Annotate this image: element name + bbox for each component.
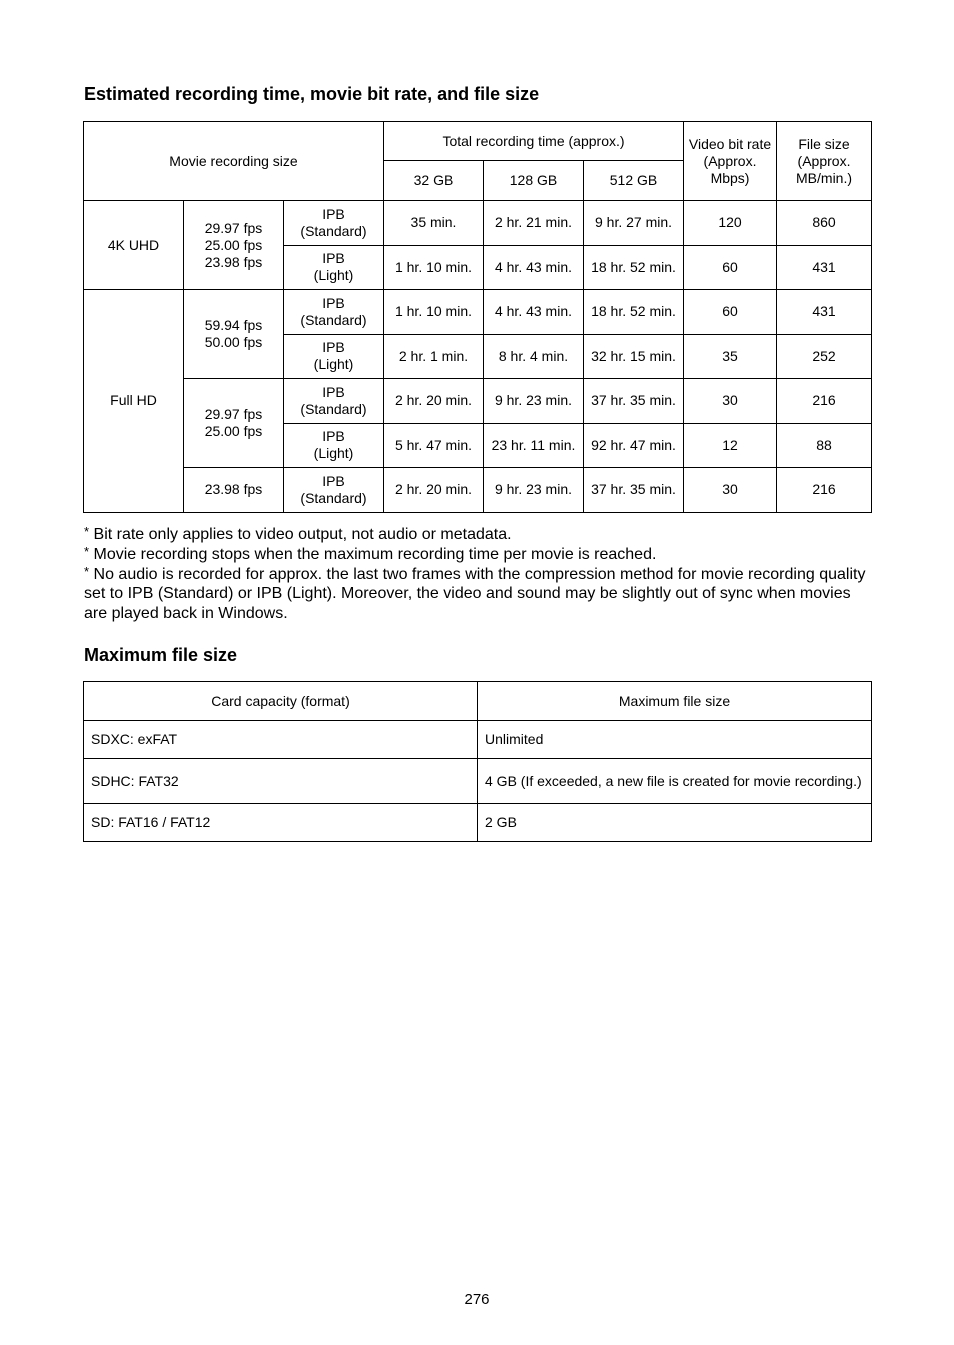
filesize-cell: 431 xyxy=(777,245,872,290)
quality-cell: IPB (Light) xyxy=(284,423,384,468)
framerate-cell: 29.97 fps 25.00 fps xyxy=(184,379,284,468)
table-row xyxy=(84,290,872,335)
header-filesize: File size (Approx. MB/min.) xyxy=(777,122,872,201)
time-128gb: 4 hr. 43 min. xyxy=(484,290,584,335)
table-row xyxy=(84,468,872,513)
page-number: 276 xyxy=(464,1291,490,1308)
bitrate-cell: 60 xyxy=(684,290,777,335)
max-file-size-table xyxy=(83,681,872,842)
table-row xyxy=(84,759,872,804)
table-row xyxy=(84,804,872,842)
time-512gb: 37 hr. 35 min. xyxy=(584,468,684,513)
time-128gb: 9 hr. 23 min. xyxy=(484,468,584,513)
footnote: * Bit rate only applies to video output, not audio or metadata. xyxy=(84,524,512,543)
max-size-cell: Unlimited xyxy=(478,721,872,759)
header-32gb: 32 GB xyxy=(384,161,484,201)
header-max-file-size: Maximum file size xyxy=(478,682,872,721)
time-32gb: 1 hr. 10 min. xyxy=(384,245,484,290)
time-32gb: 1 hr. 10 min. xyxy=(384,290,484,335)
bitrate-cell: 120 xyxy=(684,201,777,246)
table-row xyxy=(84,721,872,759)
time-512gb: 18 hr. 52 min. xyxy=(584,290,684,335)
header-bitrate: Video bit rate (Approx. Mbps) xyxy=(684,122,777,201)
quality-cell: IPB (Light) xyxy=(284,334,384,379)
bitrate-cell: 12 xyxy=(684,423,777,468)
capacity-cell: SDHC: FAT32 xyxy=(84,759,478,804)
header-total-time: Total recording time (approx.) xyxy=(384,122,684,161)
header-movie-size: Movie recording size xyxy=(84,122,384,201)
bitrate-cell: 30 xyxy=(684,379,777,424)
header-card-capacity: Card capacity (format) xyxy=(84,682,478,721)
filesize-cell: 216 xyxy=(777,379,872,424)
time-128gb: 23 hr. 11 min. xyxy=(484,423,584,468)
time-512gb: 37 hr. 35 min. xyxy=(584,379,684,424)
quality-cell: IPB (Standard) xyxy=(284,201,384,246)
filesize-cell: 860 xyxy=(777,201,872,246)
group-4k-uhd: 4K UHD xyxy=(84,201,184,290)
footnote: * No audio is recorded for approx. the last two frames with the compression method for movie recording quality set to IPB (Standard) or IPB (Light). Moreover, the video and sound may be slightly out of sync when movies are played back in Windows. xyxy=(84,563,866,623)
filesize-cell: 216 xyxy=(777,468,872,513)
time-512gb: 9 hr. 27 min. xyxy=(584,201,684,246)
time-512gb: 18 hr. 52 min. xyxy=(584,245,684,290)
bitrate-cell: 35 xyxy=(684,334,777,379)
header-128gb: 128 GB xyxy=(484,161,584,201)
header-512gb: 512 GB xyxy=(584,161,684,201)
time-32gb: 5 hr. 47 min. xyxy=(384,423,484,468)
table-row xyxy=(84,379,872,424)
footnote: * Movie recording stops when the maximum recording time per movie is reached. xyxy=(84,543,657,563)
time-32gb: 2 hr. 1 min. xyxy=(384,334,484,379)
bitrate-cell: 60 xyxy=(684,245,777,290)
max-size-cell: 4 GB (If exceeded, a new file is created for movie recording.) xyxy=(478,759,872,804)
time-32gb: 35 min. xyxy=(384,201,484,246)
time-512gb: 92 hr. 47 min. xyxy=(584,423,684,468)
time-32gb: 2 hr. 20 min. xyxy=(384,379,484,424)
filesize-cell: 252 xyxy=(777,334,872,379)
time-32gb: 2 hr. 20 min. xyxy=(384,468,484,513)
framerate-cell: 23.98 fps xyxy=(184,468,284,513)
filesize-cell: 431 xyxy=(777,290,872,335)
time-128gb: 8 hr. 4 min. xyxy=(484,334,584,379)
time-128gb: 4 hr. 43 min. xyxy=(484,245,584,290)
quality-cell: IPB (Standard) xyxy=(284,379,384,424)
framerate-cell: 29.97 fps 25.00 fps 23.98 fps xyxy=(184,201,284,290)
capacity-cell: SDXC: exFAT xyxy=(84,721,478,759)
bitrate-cell: 30 xyxy=(684,468,777,513)
table-row xyxy=(84,201,872,246)
quality-cell: IPB (Standard) xyxy=(284,290,384,335)
max-size-cell: 2 GB xyxy=(478,804,872,842)
time-128gb: 9 hr. 23 min. xyxy=(484,379,584,424)
capacity-cell: SD: FAT16 / FAT12 xyxy=(84,804,478,842)
time-512gb: 32 hr. 15 min. xyxy=(584,334,684,379)
section-title-max-file-size: Maximum file size xyxy=(84,645,238,665)
quality-cell: IPB (Standard) xyxy=(284,468,384,513)
section-title-recording-time: Estimated recording time, movie bit rate, and file size xyxy=(84,84,540,104)
group-full-hd: Full HD xyxy=(84,290,184,513)
footnotes xyxy=(84,525,874,624)
recording-time-table xyxy=(83,121,872,513)
framerate-cell: 59.94 fps 50.00 fps xyxy=(184,290,284,379)
time-128gb: 2 hr. 21 min. xyxy=(484,201,584,246)
filesize-cell: 88 xyxy=(777,423,872,468)
quality-cell: IPB (Light) xyxy=(284,245,384,290)
